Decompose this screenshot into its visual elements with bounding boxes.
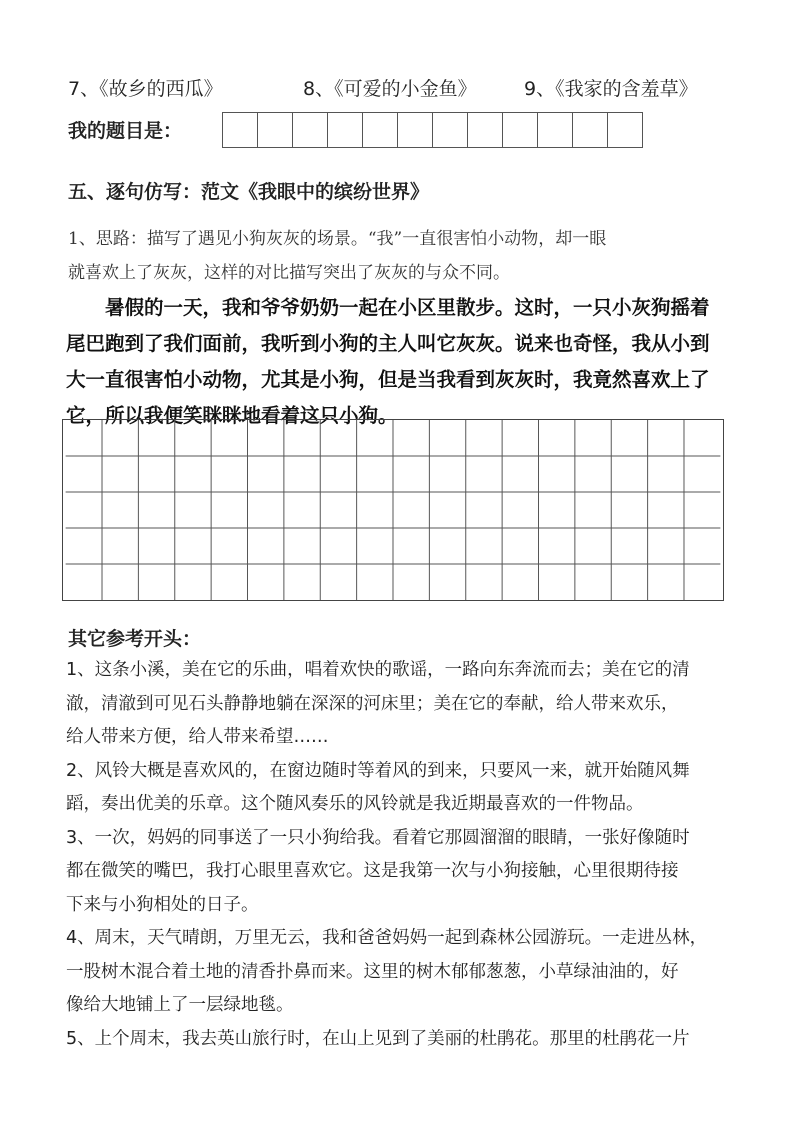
answer-box[interactable] bbox=[537, 112, 573, 148]
opening-line: 3、一次，妈妈的同事送了一只小狗给我。看着它那圆溜溜的眼睛，一张好像随时 bbox=[66, 827, 690, 848]
opening-line: 2、风铃大概是喜欢风的，在窗边随时等着风的到来，只要风一来，就开始随风舞 bbox=[66, 760, 690, 781]
opening-line: 像给大地铺上了一层绿地毯。 bbox=[66, 995, 294, 1015]
opening-line: 下来与小狗相处的日子。 bbox=[66, 894, 259, 915]
title-option-8: 8、《可爱的小金鱼》 bbox=[303, 78, 477, 100]
answer-box[interactable] bbox=[502, 112, 538, 148]
hint-line: 就喜欢上了灰灰，这样的对比描写突出了灰灰的与众不同。 bbox=[68, 263, 510, 283]
answer-box[interactable] bbox=[362, 112, 398, 148]
writing-grid[interactable] bbox=[62, 419, 724, 601]
model-line: 暑假的一天，我和爷爷奶奶一起在小区里散步。这时，一只小灰狗摇着 bbox=[66, 296, 710, 319]
hint-line: 1、思路：描写了遇见小狗灰灰的场景。“我”一直很害怕小动物，却一眼 bbox=[68, 229, 607, 249]
opening-line: 都在微笑的嘴巴，我打心眼里喜欢它。这是我第一次与小狗接触，心里很期待接 bbox=[66, 861, 679, 881]
answer-box[interactable] bbox=[572, 112, 608, 148]
answer-box[interactable] bbox=[222, 112, 258, 148]
opening-line: 澈，清澈到可见石头静静地躺在深深的河床里；美在它的奉献，给人带来欢乐， bbox=[66, 693, 679, 714]
answer-box[interactable] bbox=[327, 112, 363, 148]
model-paragraph bbox=[66, 290, 746, 434]
answer-box[interactable] bbox=[397, 112, 433, 148]
opening-line: 1、这条小溪，美在它的乐曲，唱着欢快的歌谣，一路向东奔流而去；美在它的清 bbox=[66, 660, 690, 680]
my-title-label: 我的题目是： bbox=[68, 120, 183, 142]
other-openings-list bbox=[66, 654, 746, 1056]
opening-line: 一股树木混合着土地的清香扑鼻而来。这里的树木郁郁葱葱，小草绿油油的，好 bbox=[66, 961, 679, 982]
model-line: 大一直很害怕小动物，尤其是小狗，但是当我看到灰灰时，我竟然喜欢上了 bbox=[66, 368, 710, 391]
title-option-7: 7、《故乡的西瓜》 bbox=[68, 78, 223, 100]
answer-box[interactable] bbox=[292, 112, 328, 148]
model-line: 它，所以我便笑眯眯地看着这只小狗。 bbox=[66, 404, 398, 427]
grid-lines bbox=[66, 420, 721, 600]
title-answer-boxes[interactable] bbox=[222, 112, 643, 148]
opening-line: 4、周末，天气晴朗，万里无云，我和爸爸妈妈一起到森林公园游玩。一走进丛林， bbox=[66, 928, 708, 948]
opening-line: 5、上个周末，我去英山旅行时，在山上见到了美丽的杜鹃花。那里的杜鹃花一片 bbox=[66, 1028, 690, 1049]
model-line: 尾巴跑到了我们面前，我听到小狗的主人叫它灰灰。说来也奇怪，我从小到 bbox=[66, 332, 710, 355]
other-openings-heading: 其它参考开头： bbox=[68, 628, 202, 650]
answer-box[interactable] bbox=[607, 112, 643, 148]
title-option-9: 9、《我家的含羞草》 bbox=[524, 78, 698, 100]
answer-box[interactable] bbox=[467, 112, 503, 148]
answer-box[interactable] bbox=[257, 112, 293, 148]
opening-line: 给人带来方便，给人带来希望…… bbox=[66, 727, 329, 747]
opening-line: 蹈，奏出优美的乐章。这个随风奏乐的风铃就是我近期最喜欢的一件物品。 bbox=[66, 794, 644, 814]
answer-box[interactable] bbox=[432, 112, 468, 148]
section-5-heading: 五、逐句仿写：范文《我眼中的缤纷世界》 bbox=[68, 181, 430, 203]
